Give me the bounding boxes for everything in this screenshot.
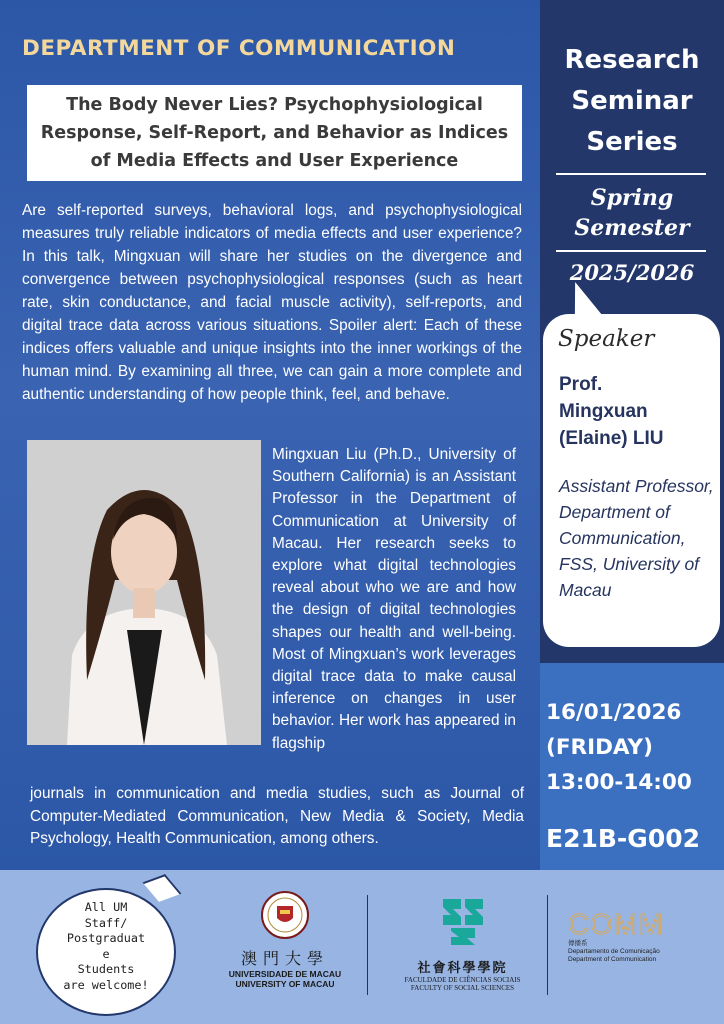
welcome-line-4: e <box>102 946 110 961</box>
fss-portuguese-name: FACULDADE DE CIÊNCIAS SOCIAIS <box>404 976 521 984</box>
department-heading: DEPARTMENT OF COMMUNICATION <box>22 36 456 61</box>
divider-line <box>556 173 706 175</box>
series-line-3: Series <box>586 127 678 157</box>
fss-mark-icon <box>439 895 487 947</box>
fss-chinese-name: 社會科學學院 <box>417 961 508 976</box>
um-portuguese-name: UNIVERSIDADE DE MACAU <box>228 969 342 979</box>
comm-portuguese-name: Departamento de Comunicação <box>568 948 660 955</box>
fss-english-name: FACULTY OF SOCIAL SCIENCES <box>410 984 515 992</box>
event-venue: E21B-G002 <box>546 824 701 853</box>
semester-label <box>540 183 724 243</box>
speaker-label: Speaker <box>558 326 655 352</box>
university-of-macau-logo <box>215 890 355 989</box>
comm-wordmark: COMM <box>568 909 664 941</box>
speaker-name-line-2: Mingxuan <box>559 401 648 422</box>
fss-logo <box>380 895 545 992</box>
academic-year: 2025/2026 <box>569 260 695 285</box>
series-line-2: Seminar <box>571 86 693 116</box>
comm-department-logo <box>568 910 718 964</box>
um-chinese-name: 澳門大學 <box>240 949 329 968</box>
series-line-1: Research <box>564 45 700 75</box>
logo-divider <box>367 895 368 995</box>
talk-abstract: Are self-reported surveys, behavioral logs, and psychophysiological measures truly reliable indicators of media effects and user experience? In this talk, Mingxuan will share her studies on the divergence and convergence between psychophysiological responses (such as heart rate, skin conductance, and facial muscle activity), self-reports, and digital trace data across various situations. Spoiler alert: Each of these indices offers valuable and unique insights into the inner workings of the human mind. By examining all three, we can gain a more complete and authentic understanding of how people think, feel, and behave. <box>22 202 522 403</box>
semester-line-2: Semester <box>574 215 690 241</box>
welcome-line-1: All UM <box>84 900 128 914</box>
speaker-name <box>559 371 714 452</box>
semester-line-1: Spring <box>590 185 674 211</box>
welcome-line-3: Postgraduat <box>66 931 146 945</box>
speaker-bio-continued: journals in communication and media studies, such as Journal of Computer-Mediated Communication, New Media & Society, Media Psychology, Health Communication, among others. <box>30 785 524 847</box>
welcome-line-5: Students <box>77 962 135 976</box>
talk-title: The Body Never Lies? Psychophysiological Response, Self-Report, and Behavior as Indices of Media Effects and User Experience <box>27 85 522 181</box>
divider-line <box>556 250 706 252</box>
speaker-name-line-1: Prof. <box>559 374 603 395</box>
comm-english-name: Department of Communication <box>568 956 657 963</box>
speaker-portrait-illustration <box>27 440 261 745</box>
event-time: 13:00-14:00 <box>546 770 692 795</box>
welcome-bubble <box>36 888 176 1016</box>
series-title <box>540 40 724 163</box>
event-datetime <box>546 695 721 800</box>
um-crest-icon <box>260 890 310 940</box>
comm-chinese-name: 傳播系 <box>568 940 588 947</box>
event-weekday: (FRIDAY) <box>546 735 653 760</box>
logo-divider <box>547 895 548 995</box>
um-english-name: UNIVERSITY OF MACAU <box>235 979 335 989</box>
speaker-role: Assistant Professor, Department of Communication, FSS, University of Macau <box>559 476 714 600</box>
welcome-line-2: Staff/ <box>84 915 128 930</box>
speaker-bio: Mingxuan Liu (Ph.D., University of Southern California) is an Assistant Professor in the Department of Communication at University of Macau. Her research seeks to explore what digital technologies reveal about who we are and how the design of digital technologies shapes our health and well-being. Most of Mingxuan’s work leverages digital trace data to make causal inference on changes in user behavior. Her work has appeared in flagship <box>272 446 516 752</box>
speaker-card <box>543 314 720 647</box>
event-date: 16/01/2026 <box>546 700 682 725</box>
speaker-name-line-3: (Elaine) LIU <box>559 428 664 449</box>
speaker-photo <box>27 440 261 745</box>
welcome-line-6: are welcome! <box>63 977 149 992</box>
